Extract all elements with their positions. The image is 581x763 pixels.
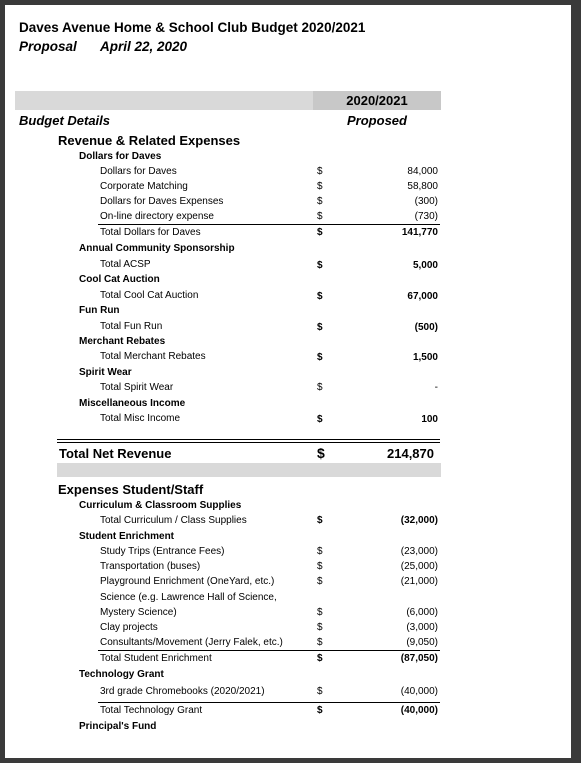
category-misc-income: Miscellaneous Income xyxy=(79,398,186,409)
line-item-label: 3rd grade Chromebooks (2020/2021) xyxy=(100,686,265,697)
line-item-label: Dollars for Daves xyxy=(100,166,177,177)
subtotal-label: Total Fun Run xyxy=(100,321,163,332)
separator-band xyxy=(57,463,441,477)
subtotal-amount: 1,500 xyxy=(412,352,438,363)
category-fun-run: Fun Run xyxy=(79,305,120,316)
line-item-label: Consultants/Movement (Jerry Falek, etc.) xyxy=(100,637,283,648)
line-item-amount: (300) xyxy=(414,196,438,207)
document-title: Daves Avenue Home & School Club Budget 2020/2021 xyxy=(19,20,366,35)
currency-symbol: $ xyxy=(317,622,323,633)
net-revenue-label: Total Net Revenue xyxy=(59,446,172,461)
line-item-amount: 58,800 xyxy=(407,181,438,192)
currency-symbol: $ xyxy=(317,181,323,192)
currency-symbol: $ xyxy=(317,637,323,648)
category-merchant-rebates: Merchant Rebates xyxy=(79,336,166,347)
currency-symbol: $ xyxy=(317,686,323,697)
subtotal-amount: (500) xyxy=(414,322,438,333)
currency-symbol: $ xyxy=(317,211,323,222)
currency-symbol: $ xyxy=(317,227,323,238)
category-dollars-for-daves: Dollars for Daves xyxy=(79,151,162,162)
line-item-label: Playground Enrichment (OneYard, etc.) xyxy=(100,576,275,587)
currency-symbol: $ xyxy=(317,705,323,716)
subtotal-amount: (32,000) xyxy=(400,515,438,526)
category-technology-grant: Technology Grant xyxy=(79,669,164,680)
net-revenue-top-rule xyxy=(57,439,440,440)
subtotal-label: Total Merchant Rebates xyxy=(100,351,206,362)
subtotal-rule xyxy=(98,650,440,651)
currency-symbol: $ xyxy=(317,561,323,572)
line-item-label: Study Trips (Entrance Fees) xyxy=(100,546,225,557)
currency-symbol: $ xyxy=(317,196,323,207)
expenses-section-title: Expenses Student/Staff xyxy=(58,482,204,497)
category-principals-fund: Principal's Fund xyxy=(79,721,157,732)
line-item-amount: (25,000) xyxy=(400,561,438,572)
subtotal-amount: 5,000 xyxy=(412,260,438,271)
column-status: Proposed xyxy=(347,113,407,128)
subtotal-amount: 141,770 xyxy=(401,227,438,238)
line-item-label: Clay projects xyxy=(100,622,158,633)
subtotal-amount: 67,000 xyxy=(407,291,438,302)
line-item-label: Science (e.g. Lawrence Hall of Science, xyxy=(100,592,277,603)
subtotal-rule xyxy=(98,224,440,225)
currency-symbol: $ xyxy=(317,546,323,557)
line-item-amount: (23,000) xyxy=(400,546,438,557)
net-revenue-amount: 214,870 xyxy=(387,446,434,461)
line-item-amount: (21,000) xyxy=(400,576,438,587)
line-item-amount: (40,000) xyxy=(400,686,438,697)
subtotal-label: Total Cool Cat Auction xyxy=(100,290,199,301)
line-item-label: Mystery Science) xyxy=(100,607,177,618)
subtotal-amount: (40,000) xyxy=(400,705,438,716)
line-item-label: Dollars for Daves Expenses xyxy=(100,196,224,207)
subtotal-amount: (87,050) xyxy=(400,653,438,664)
budget-document xyxy=(5,5,571,758)
category-curriculum: Curriculum & Classroom Supplies xyxy=(79,500,242,511)
category-student-enrichment: Student Enrichment xyxy=(79,531,175,542)
subtotal-label: Total Student Enrichment xyxy=(100,653,212,664)
line-item-amount: (9,050) xyxy=(406,637,438,648)
subtotal-rule xyxy=(98,702,440,703)
subtotal-label: Total Dollars for Daves xyxy=(100,227,201,238)
net-revenue-currency: $ xyxy=(317,445,325,461)
currency-symbol: $ xyxy=(317,260,323,271)
line-item-label: Corporate Matching xyxy=(100,181,188,192)
column-year: 2020/2021 xyxy=(346,93,408,108)
currency-symbol: $ xyxy=(317,576,323,587)
currency-symbol: $ xyxy=(317,382,323,393)
category-spirit-wear: Spirit Wear xyxy=(79,367,132,378)
subtotal-label: Total Curriculum / Class Supplies xyxy=(100,515,247,526)
line-item-label: On-line directory expense xyxy=(100,211,214,222)
document-subtitle: Proposal xyxy=(19,39,77,54)
line-item-amount: 84,000 xyxy=(407,166,438,177)
subtotal-label: Total ACSP xyxy=(100,259,151,270)
budget-details-label: Budget Details xyxy=(19,113,111,128)
currency-symbol: $ xyxy=(317,515,323,526)
line-item-amount: (730) xyxy=(414,211,438,222)
currency-symbol: $ xyxy=(317,352,323,363)
net-revenue-top-rule-double xyxy=(57,442,440,443)
document-date: April 22, 2020 xyxy=(100,39,188,54)
currency-symbol: $ xyxy=(317,291,323,302)
line-item-amount: (6,000) xyxy=(406,607,438,618)
subtotal-amount: 100 xyxy=(421,414,438,425)
subtotal-label: Total Spirit Wear xyxy=(100,382,174,393)
currency-symbol: $ xyxy=(317,166,323,177)
subtotal-amount: - xyxy=(434,382,438,393)
line-item-label: Transportation (buses) xyxy=(100,561,201,572)
line-item-amount: (3,000) xyxy=(406,622,438,633)
category-acsp: Annual Community Sponsorship xyxy=(79,243,235,254)
revenue-section-title: Revenue & Related Expenses xyxy=(58,133,241,148)
subtotal-label: Total Technology Grant xyxy=(100,705,203,716)
currency-symbol: $ xyxy=(317,414,323,425)
currency-symbol: $ xyxy=(317,322,323,333)
category-auction: Cool Cat Auction xyxy=(79,274,160,285)
currency-symbol: $ xyxy=(317,653,323,664)
subtotal-label: Total Misc Income xyxy=(100,413,181,424)
currency-symbol: $ xyxy=(317,607,323,618)
